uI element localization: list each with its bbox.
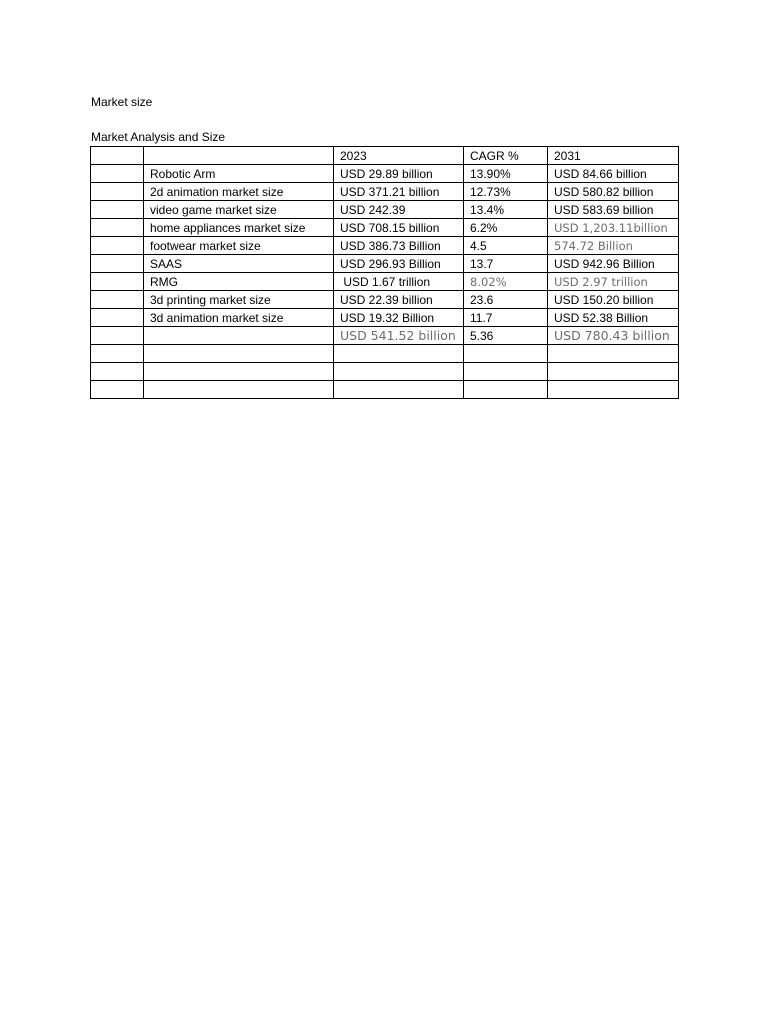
cagr-cell[interactable]: 13.90% — [464, 165, 548, 183]
table-row — [91, 345, 679, 363]
table-cell[interactable] — [91, 345, 144, 363]
cagr-cell[interactable]: 13.7 — [464, 255, 548, 273]
value-2031-cell[interactable]: USD 150.20 billion — [548, 291, 679, 309]
cagr-cell[interactable]: 5.36 — [464, 327, 548, 345]
table-cell[interactable] — [334, 363, 464, 381]
cagr-cell[interactable]: 4.5 — [464, 237, 548, 255]
cagr-cell[interactable]: 12.73% — [464, 183, 548, 201]
table-cell[interactable] — [91, 255, 144, 273]
value-2031-cell[interactable]: USD 580.82 billion — [548, 183, 679, 201]
market-name-cell[interactable]: 3d printing market size — [144, 291, 334, 309]
table-cell[interactable] — [548, 345, 679, 363]
value-2023-cell[interactable]: USD 386.73 Billion — [334, 237, 464, 255]
cagr-cell[interactable]: 13.4% — [464, 201, 548, 219]
table-row — [91, 327, 679, 345]
cagr-cell[interactable]: 11.7 — [464, 309, 548, 327]
table-cell[interactable] — [464, 381, 548, 399]
value-2023-cell[interactable]: USD 708.15 billion — [334, 219, 464, 237]
table-row — [91, 381, 679, 399]
table-cell[interactable] — [464, 363, 548, 381]
value-2023-cell[interactable]: USD 22.39 billion — [334, 291, 464, 309]
value-2031-cell[interactable]: USD 52.38 Billion — [548, 309, 679, 327]
market-name-cell[interactable]: SAAS — [144, 255, 334, 273]
value-2023-cell[interactable]: USD 296.93 Billion — [334, 255, 464, 273]
market-name-cell[interactable]: Robotic Arm — [144, 165, 334, 183]
market-name-cell[interactable]: 3d animation market size — [144, 309, 334, 327]
value-2023-cell[interactable]: USD 541.52 billion — [334, 327, 464, 345]
cagr-cell[interactable]: 8.02% — [464, 273, 548, 291]
document-title: Market size — [91, 95, 153, 109]
header-cell-blank-1[interactable] — [91, 147, 144, 165]
value-2031-cell[interactable]: USD 780.43 billion — [548, 327, 679, 345]
market-name-cell[interactable]: video game market size — [144, 201, 334, 219]
table-row — [91, 291, 679, 309]
table-cell[interactable] — [91, 291, 144, 309]
market-name-cell[interactable] — [144, 327, 334, 345]
value-2023-cell[interactable]: USD 1.67 trillion — [334, 273, 464, 291]
market-name-cell[interactable]: footwear market size — [144, 237, 334, 255]
table-cell[interactable] — [91, 165, 144, 183]
header-cell-2031[interactable]: 2031 — [548, 147, 679, 165]
table-cell[interactable] — [91, 309, 144, 327]
cagr-cell[interactable]: 23.6 — [464, 291, 548, 309]
table-cell[interactable] — [91, 273, 144, 291]
table-cell[interactable] — [548, 363, 679, 381]
value-2023-cell[interactable]: USD 29.89 billion — [334, 165, 464, 183]
table-cell[interactable] — [91, 237, 144, 255]
value-2031-cell[interactable]: 574.72 Billion — [548, 237, 679, 255]
table-cell[interactable] — [91, 327, 144, 345]
table-cell[interactable] — [548, 381, 679, 399]
value-2031-cell[interactable]: USD 84.66 billion — [548, 165, 679, 183]
table-row — [91, 309, 679, 327]
header-cell-blank-2[interactable] — [144, 147, 334, 165]
header-cell-cagr[interactable]: CAGR % — [464, 147, 548, 165]
value-2031-cell[interactable]: USD 583.69 billion — [548, 201, 679, 219]
table-cell[interactable] — [91, 381, 144, 399]
table-caption: Market Analysis and Size — [91, 130, 226, 144]
cagr-cell[interactable]: 6.2% — [464, 219, 548, 237]
table-row — [91, 363, 679, 381]
table-cell[interactable] — [464, 345, 548, 363]
market-name-cell[interactable]: home appliances market size — [144, 219, 334, 237]
market-name-cell[interactable]: RMG — [144, 273, 334, 291]
value-2023-cell[interactable]: USD 371.21 billion — [334, 183, 464, 201]
value-2031-cell[interactable]: USD 2.97 trillion — [548, 273, 679, 291]
value-2023-cell[interactable]: USD 19.32 Billion — [334, 309, 464, 327]
header-cell-2023[interactable]: 2023 — [334, 147, 464, 165]
table-cell[interactable] — [91, 363, 144, 381]
table-row — [91, 255, 679, 273]
table-row — [91, 183, 679, 201]
market-name-cell[interactable]: 2d animation market size — [144, 183, 334, 201]
table-cell[interactable] — [144, 363, 334, 381]
value-2031-cell[interactable]: USD 942.96 Billion — [548, 255, 679, 273]
value-2031-cell[interactable]: USD 1,203.11billion — [548, 219, 679, 237]
table-cell[interactable] — [144, 381, 334, 399]
table-cell[interactable] — [334, 345, 464, 363]
table-row — [91, 273, 679, 291]
table-header-row — [91, 147, 679, 165]
table-cell[interactable] — [91, 183, 144, 201]
table-cell[interactable] — [91, 219, 144, 237]
value-2023-cell[interactable]: USD 242.39 — [334, 201, 464, 219]
table-row — [91, 219, 679, 237]
market-analysis-table — [90, 146, 679, 399]
table-cell[interactable] — [91, 201, 144, 219]
table-row — [91, 165, 679, 183]
table-row — [91, 201, 679, 219]
table-row — [91, 237, 679, 255]
table-cell[interactable] — [334, 381, 464, 399]
table-cell[interactable] — [144, 345, 334, 363]
